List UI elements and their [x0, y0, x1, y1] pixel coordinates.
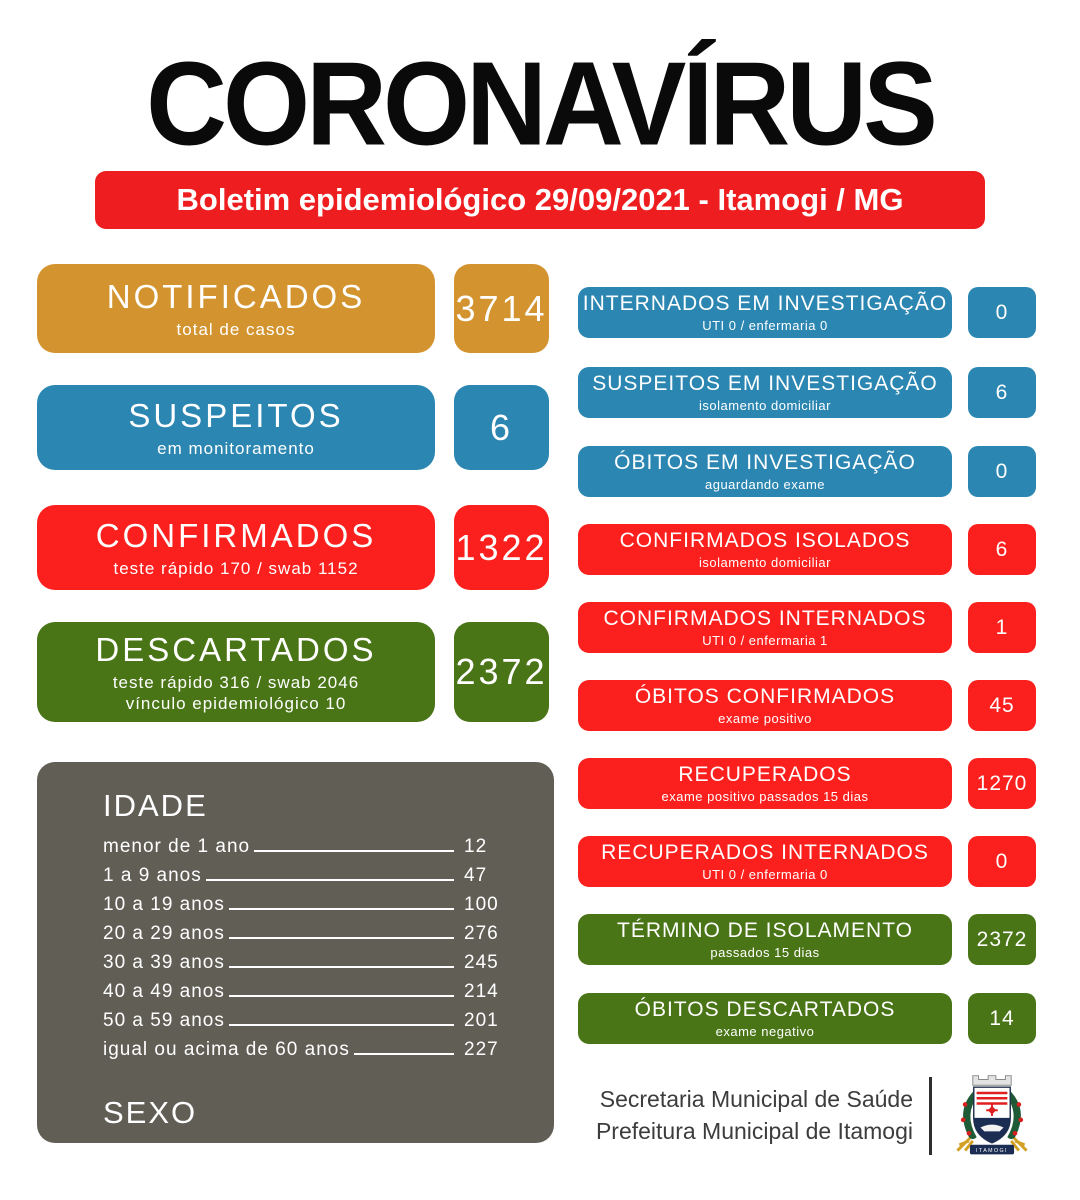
stat-subtitle: UTI 0 / enfermaria 0	[702, 318, 828, 333]
stat-value: 45	[968, 680, 1036, 731]
itamogi-coat-of-arms-logo	[944, 1068, 1040, 1164]
footer-line-1: Secretaria Municipal de Saúde	[599, 1086, 913, 1113]
age-row-value: 227	[464, 1039, 499, 1060]
stat-label: INTERNADOS EM INVESTIGAÇÃO	[582, 292, 948, 315]
stat-card-label-box	[578, 287, 952, 338]
stat-label: TÉRMINO DE ISOLAMENTO	[617, 919, 913, 942]
leader-line	[187, 1186, 454, 1188]
stat-value: 14	[968, 993, 1036, 1044]
footer	[578, 1066, 1040, 1166]
stat-card-label-box	[578, 524, 952, 575]
leader-line	[229, 966, 454, 968]
stat-card-label-box	[37, 505, 435, 590]
stat-card-label-box	[578, 758, 952, 809]
sex-row-value: 732	[464, 1172, 499, 1193]
stat-subtitle-2: vínculo epidemiológico 10	[125, 693, 347, 713]
age-row	[103, 865, 508, 894]
stat-card-label-box	[578, 367, 952, 418]
age-row-label: 40 a 49 anos	[103, 981, 225, 1002]
age-row	[103, 952, 508, 981]
stat-label: NOTIFICADOS	[106, 277, 366, 315]
stat-subtitle: passados 15 dias	[710, 945, 820, 960]
leader-line	[354, 1053, 454, 1055]
page-title: CORONAVÍRUS	[146, 37, 934, 171]
age-row	[103, 981, 508, 1010]
age-row-label: 1 a 9 anos	[103, 865, 202, 886]
stat-card-obitos-descartados	[578, 993, 1036, 1044]
stat-card-notificados	[37, 264, 549, 353]
sex-section-title: SEXO	[103, 1095, 198, 1130]
footer-text	[596, 1084, 913, 1147]
stat-card-label-box	[578, 680, 952, 731]
stat-card-obitos-em-investigacao	[578, 446, 1036, 497]
stat-card-suspeitos	[37, 385, 549, 470]
leader-line	[254, 850, 454, 852]
leader-line	[229, 995, 454, 997]
sex-row-label: feminino	[103, 1172, 183, 1193]
stat-subtitle: aguardando exame	[704, 477, 826, 492]
stat-card-label-box	[578, 993, 952, 1044]
stat-card-label-box	[578, 836, 952, 887]
stat-card-label-box	[578, 446, 952, 497]
stat-subtitle: UTI 0 / enfermaria 1	[702, 633, 828, 648]
stat-card-recuperados-internados	[578, 836, 1036, 887]
demographics-panel	[37, 762, 554, 1193]
age-row-value: 201	[464, 1010, 499, 1031]
stat-card-recuperados	[578, 758, 1036, 809]
stat-label: SUSPEITOS	[128, 396, 344, 434]
stat-card-label-box	[37, 385, 435, 470]
stat-card-termino-de-isolamento	[578, 914, 1036, 965]
stat-value: 1	[968, 602, 1036, 653]
age-row-value: 276	[464, 923, 499, 944]
age-row	[103, 1039, 508, 1068]
stat-value: 0	[968, 446, 1036, 497]
banner: Boletim epidemiológico 29/09/2021 - Itamogi / MG	[95, 171, 985, 229]
age-row-label: menor de 1 ano	[103, 836, 251, 857]
sex-row	[103, 1172, 508, 1200]
stat-value: 6	[968, 367, 1036, 418]
stat-value: 3714	[454, 264, 549, 353]
ribbon-text: ITAMOGI	[976, 1148, 1008, 1154]
footer-line-2: Prefeitura Municipal de Itamogi	[595, 1118, 913, 1144]
sex-row	[103, 1143, 508, 1172]
stat-subtitle: exame positivo	[718, 711, 812, 726]
stat-card-label-box	[578, 914, 952, 965]
stat-card-confirmados-isolados	[578, 524, 1036, 575]
stat-subtitle: isolamento domiciliar	[699, 555, 831, 570]
stat-value: 1322	[454, 505, 549, 590]
age-row-label: 10 a 19 anos	[103, 894, 225, 915]
age-row-value: 245	[464, 952, 499, 973]
age-row-label: igual ou acima de 60 anos	[103, 1039, 350, 1060]
leader-line	[229, 1024, 454, 1026]
stat-subtitle: exame negativo	[715, 1024, 815, 1039]
leader-line	[202, 1157, 454, 1159]
stat-label: ÓBITOS CONFIRMADOS	[634, 685, 896, 708]
age-row-label: 20 a 29 anos	[103, 923, 225, 944]
stat-label: CONFIRMADOS ISOLADOS	[619, 529, 911, 552]
leader-line	[206, 879, 454, 881]
stat-subtitle: total de casos	[176, 319, 296, 339]
sex-row-value: 590	[464, 1143, 499, 1164]
stat-value: 6	[968, 524, 1036, 575]
name-ribbon	[970, 1145, 1014, 1155]
stat-value: 6	[454, 385, 549, 470]
age-row-value: 214	[464, 981, 499, 1002]
footer-divider	[929, 1077, 932, 1155]
age-section-title: IDADE	[103, 788, 208, 823]
stat-value: 2372	[968, 914, 1036, 965]
leader-line	[229, 908, 454, 910]
age-row	[103, 894, 508, 923]
stat-card-obitos-confirmados	[578, 680, 1036, 731]
stat-card-internados-em-investigacao	[578, 287, 1036, 338]
stat-label: RECUPERADOS INTERNADOS	[601, 841, 929, 864]
age-row-value: 100	[464, 894, 499, 915]
stat-value: 1270	[968, 758, 1036, 809]
stat-label: SUSPEITOS EM INVESTIGAÇÃO	[592, 372, 938, 395]
leader-line	[229, 937, 454, 939]
age-row	[103, 836, 508, 865]
stat-subtitle: isolamento domiciliar	[699, 398, 831, 413]
stat-value: 2372	[454, 622, 549, 722]
age-row	[103, 1010, 508, 1039]
stat-card-label-box	[37, 622, 435, 722]
stat-subtitle: em monitoramento	[157, 438, 315, 458]
stat-label: ÓBITOS EM INVESTIGAÇÃO	[614, 451, 916, 474]
mural-crown-icon	[973, 1076, 1011, 1086]
age-row-value: 47	[464, 865, 488, 886]
age-row	[103, 923, 508, 952]
stat-subtitle: teste rápido 316 / swab 2046	[112, 672, 360, 692]
stat-subtitle: UTI 0 / enfermaria 0	[702, 867, 828, 882]
stat-subtitle: teste rápido 170 / swab 1152	[113, 558, 359, 578]
age-row-label: 50 a 59 anos	[103, 1010, 225, 1031]
stat-value: 0	[968, 836, 1036, 887]
stat-card-label-box	[37, 264, 435, 353]
stat-card-confirmados	[37, 505, 549, 590]
shield-icon	[974, 1087, 1010, 1143]
stat-label: RECUPERADOS	[678, 763, 852, 786]
age-row-label: 30 a 39 anos	[103, 952, 225, 973]
stat-card-descartados	[37, 622, 549, 722]
stat-label: CONFIRMADOS INTERNADOS	[603, 607, 927, 630]
stat-subtitle: exame positivo passados 15 dias	[661, 789, 869, 804]
stat-label: DESCARTADOS	[95, 630, 377, 668]
stat-card-label-box	[578, 602, 952, 653]
sex-row-label: masculino	[103, 1143, 198, 1164]
stat-card-confirmados-internados	[578, 602, 1036, 653]
stat-card-suspeitos-em-investigacao	[578, 367, 1036, 418]
stat-label: CONFIRMADOS	[95, 516, 377, 554]
stat-value: 0	[968, 287, 1036, 338]
age-row-value: 12	[464, 836, 488, 857]
stat-label: ÓBITOS DESCARTADOS	[634, 998, 896, 1021]
